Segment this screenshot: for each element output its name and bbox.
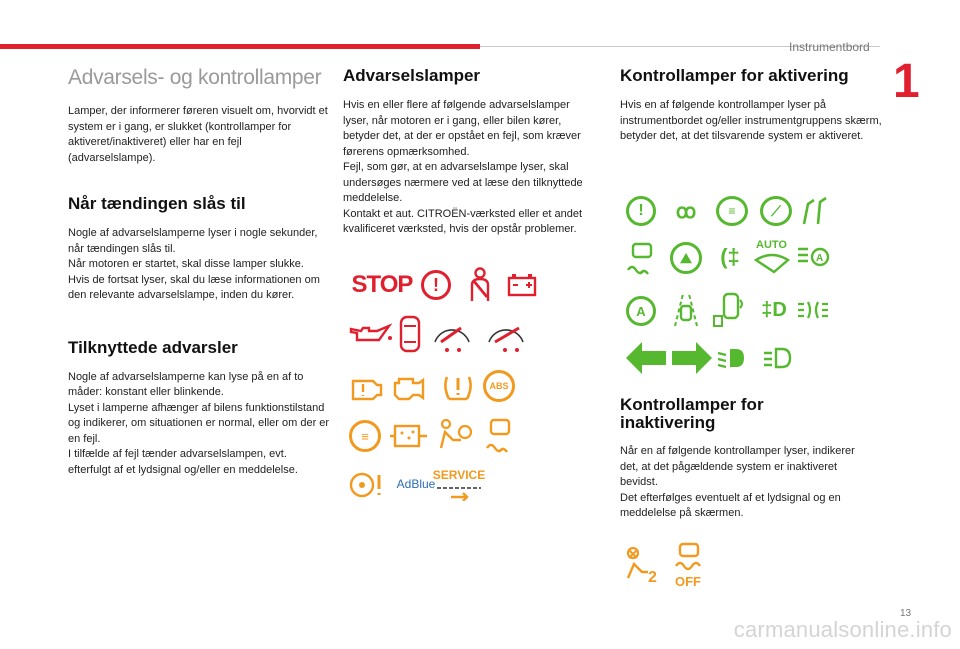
- preheating-icon: ꝏ: [675, 201, 697, 223]
- deactivation-lamp-icons: [620, 540, 720, 590]
- brake-green-icon: ≡: [716, 196, 748, 226]
- esc-skid-icon: [483, 418, 517, 454]
- stop-start-icon: A: [626, 296, 656, 326]
- engine-icon: [393, 372, 431, 402]
- main-beam-icon: [762, 346, 792, 370]
- abs-icon: ABS: [483, 370, 515, 402]
- wrench-icon: [437, 484, 481, 502]
- deactivation-lamps-paragraph: Når en af følgende kontrollamper lyser, indikerer det, at det pågældende system er inaktiveret bevidst. Det efterfølges eventuelt af et lydsignal og en meddelelse på skærmen.: [620, 445, 855, 519]
- chapter-number: 1: [893, 55, 920, 108]
- heading-activation-lamps: Kontrollamper for aktivering: [620, 66, 849, 85]
- engine-fault-icon: [349, 372, 383, 402]
- heading-warning-lamps: Advarselslamper: [343, 66, 481, 85]
- car-door-open-icon: [397, 314, 423, 354]
- airbag-deactivated-icon: [624, 546, 662, 584]
- esc-off-icon: [670, 542, 708, 588]
- front-fog-icon: ‡D: [761, 299, 787, 321]
- brake-gauge-icon: [431, 312, 473, 354]
- steering-fault-icon: [349, 470, 385, 500]
- svg-text:AUTO: AUTO: [756, 239, 787, 251]
- temperature-gauge-icon: [485, 312, 527, 354]
- page-title: Advarsels- og kontrollamper: [68, 66, 322, 89]
- battery-icon: [507, 272, 537, 298]
- ignition-paragraph: Nogle af advarselslamperne lyser i nogle sekunder, når tændingen slås til. Når motoren er startet, skal disse lamper slukke. Hvis de fortsat lyser, skal du læse informationen om den relevante advarselslampe, inden du kører.: [68, 227, 320, 301]
- activation-lamp-icons: [620, 190, 850, 380]
- dipped-beam-icon: [716, 346, 746, 370]
- heading-deactivation-lamps: Kontrollamper for inaktivering: [620, 395, 764, 432]
- seatbelt-icon: [463, 266, 497, 304]
- particle-filter-icon: [389, 420, 429, 452]
- heading-related-warnings: Tilknyttede advarsler: [68, 337, 238, 357]
- side-lights-icon: [796, 296, 830, 324]
- speed-limiter-icon: ⟋: [760, 196, 792, 226]
- esc-off-label: OFF: [675, 574, 701, 588]
- column-deactivation-lamps: [620, 396, 882, 522]
- svg-text:A: A: [816, 253, 824, 264]
- hill-assist-icon: ⛰: [670, 242, 702, 274]
- brake-wear-icon: ≡: [349, 420, 381, 452]
- park-assist-icon: [710, 290, 748, 328]
- column-intro: [68, 66, 330, 478]
- direction-indicators-icon: [624, 338, 714, 378]
- column-warning-lamps: [343, 66, 598, 238]
- lane-assist-icon: [670, 292, 702, 328]
- foot-pedal-icon: [798, 194, 832, 228]
- auto-headlamp-icon: [796, 242, 830, 272]
- watermark: carmanualsonline.info: [733, 617, 952, 642]
- warning-lamp-icons: [345, 262, 595, 512]
- page-number: 13: [900, 608, 912, 619]
- intro-paragraph: Lamper, der informerer føreren visuelt om, hvorvidt et system er i gang, er slukket (kontrollamper for aktiveret/inaktiveret) eller har en fejl (advarselslampe).: [68, 105, 328, 164]
- tyre-pressure-icon: [441, 368, 475, 404]
- column-activation-lamps: [620, 66, 882, 145]
- alert-circle-icon: !: [421, 270, 451, 300]
- heading-ignition: Når tændingen slås til: [68, 194, 246, 213]
- warning-lamps-paragraph: Hvis en eller flere af følgende advarselslamper lyser, når motoren er i gang, eller bilen kører, betyder det, at der er opstået en fejl, som kræver førerens opmærksomhed. Fejl, som gør, at en advarselslampe lyser, skal undersøges nærmere ved at læse den tilknyttede meddelelse. Kontakt et aut. CITROËN-værksted eller et andet kvalificeret værksted, hvis der opstår problemer.: [343, 99, 583, 235]
- related-warnings-paragraph: Nogle af advarselslamperne kan lyse på en af to måder: konstant eller blinkende. Lyset i lamperne afhænger af bilens funktionstilstand og indikerer, om situationen er normal, eller om der er en fejl. I tilfælde af fejl tænder advarselslampen, evt. efterfulgt af et lydsignal og/eller en meddelelse.: [68, 370, 330, 476]
- service-icon: SERVICE: [432, 468, 486, 482]
- stop-icon: STOP: [351, 271, 413, 298]
- airbag-passenger-number: 2: [648, 569, 657, 584]
- section-name: Instrumentbord: [789, 40, 870, 54]
- header-red-bar: [0, 44, 480, 49]
- adblue-icon: AdBlue: [396, 477, 436, 491]
- rear-fog-icon: (‡: [720, 244, 740, 269]
- activation-lamps-paragraph: Hvis en af følgende kontrollamper lyser på instrumentbordet og/eller instrumentgruppens skærm, betyder det, at det tilsvarende system er aktiveret.: [620, 99, 882, 142]
- oil-can-icon: [349, 320, 393, 346]
- alert-circle-green-icon: !: [626, 196, 656, 226]
- esc-green-icon: [626, 242, 658, 276]
- auto-wipe-icon: [752, 236, 792, 276]
- airbag-off-icon: [437, 418, 473, 452]
